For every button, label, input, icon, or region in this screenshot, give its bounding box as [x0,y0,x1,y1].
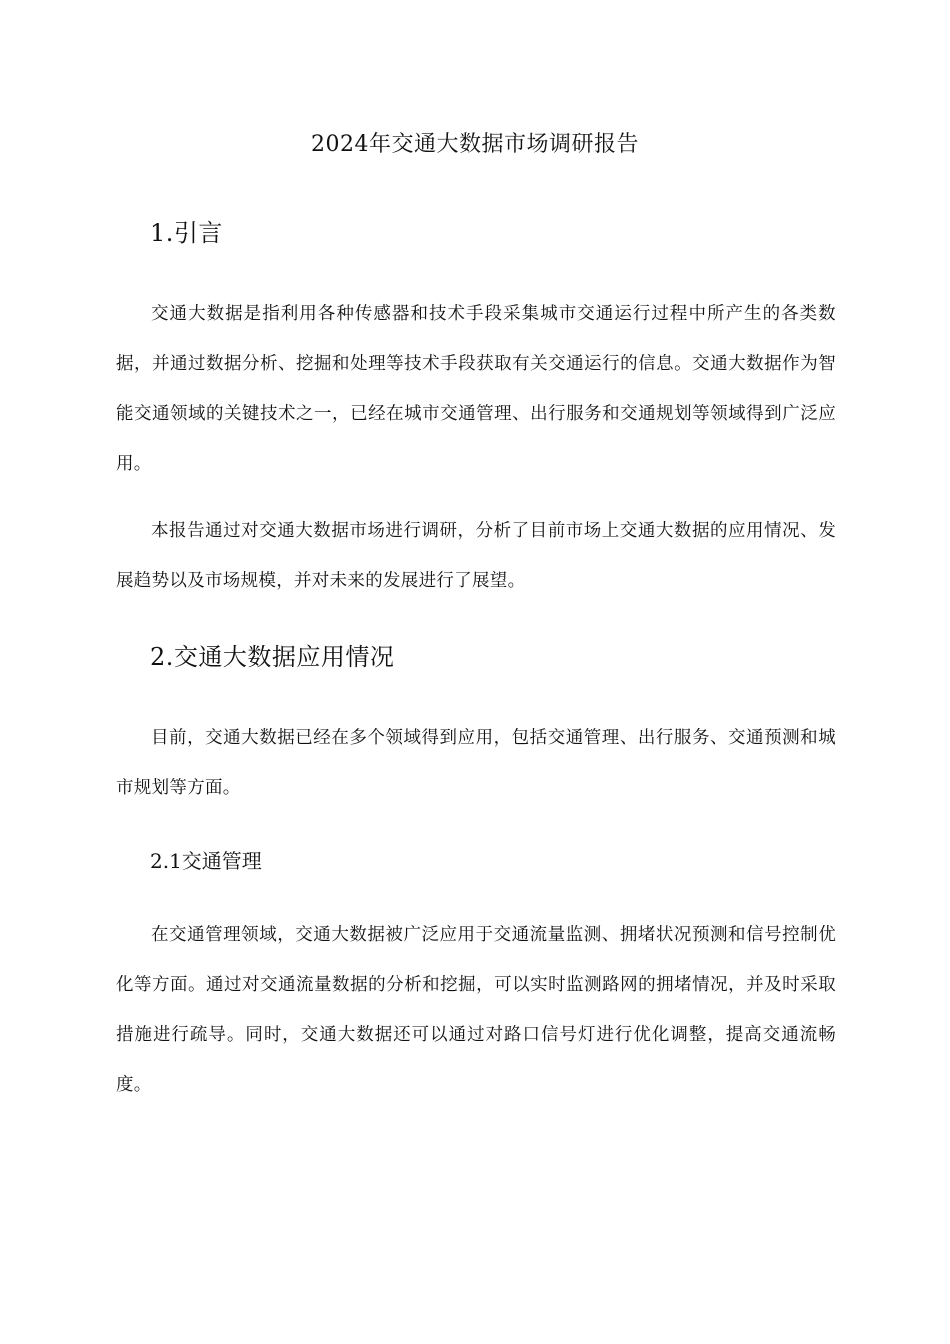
intro-paragraph-1: 交通大数据是指利用各种传感器和技术手段采集城市交通运行过程中所产生的各类数据，并通过数据分析、挖掘和处理等技术手段获取有关交通运行的信息。交通大数据作为智能交通领域的关键技术之一，已经在城市交通管理、出行服务和交通规划等领域得到广泛应用。 [116,304,836,474]
intro-paragraph-2: 本报告通过对交通大数据市场进行调研，分析了目前市场上交通大数据的应用情况、发展趋势以及市场规模，并对未来的发展进行了展望。 [116,521,836,591]
subsection-heading-traffic-management: 2.1交通管理 [150,849,262,873]
traffic-management-paragraph: 在交通管理领域，交通大数据被广泛应用于交通流量监测、拥堵状况预测和信号控制优化等方面。通过对交通流量数据的分析和挖掘，可以实时监测路网的拥堵情况，并及时采取措施进行疏导。同时，交通大数据还可以通过对路口信号灯进行优化调整，提高交通流畅度。 [116,925,836,1095]
section-heading-applications: 2.交通大数据应用情况 [150,643,395,671]
section-heading-introduction: 1.引言 [150,219,223,247]
applications-paragraph-1: 目前，交通大数据已经在多个领域得到应用，包括交通管理、出行服务、交通预测和城市规划等方面。 [116,728,836,798]
document-title: 2024年交通大数据市场调研报告 [311,132,639,157]
